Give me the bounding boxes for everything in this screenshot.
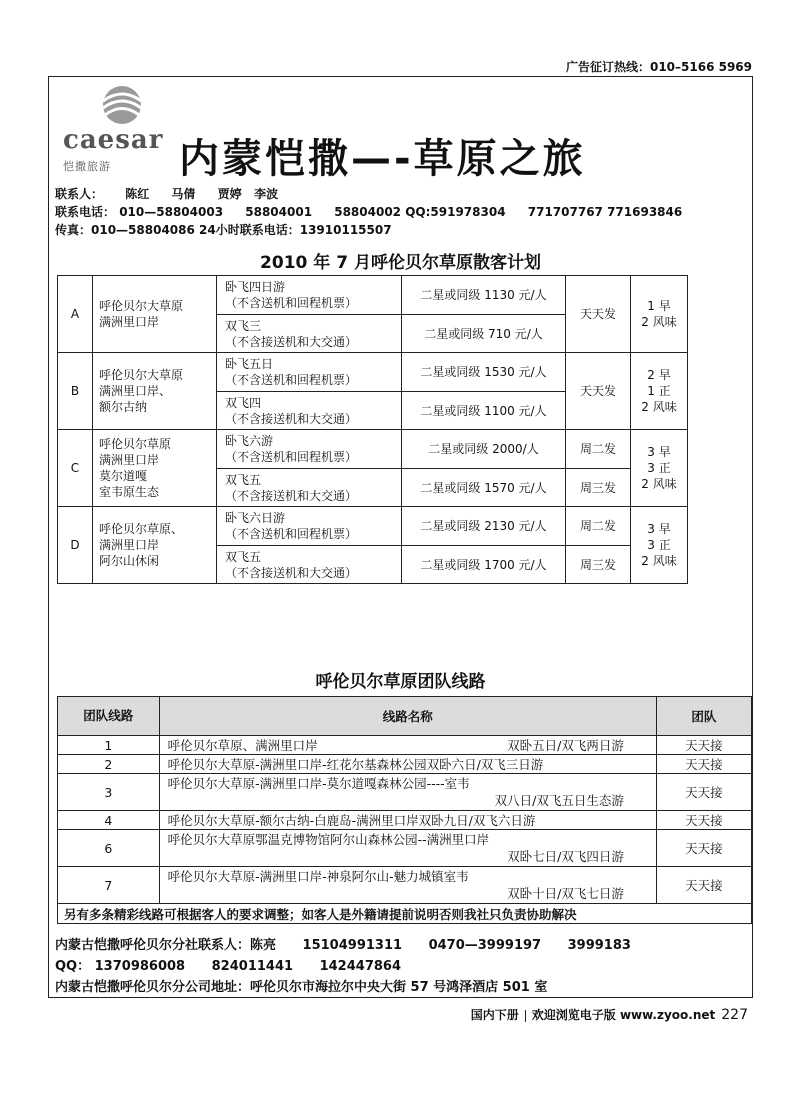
- group-route-table: [57, 696, 752, 924]
- route-name: [159, 867, 656, 904]
- branch-contact-row: [55, 935, 631, 956]
- contact-fax-row: 传真：010—58804086 24小时联系电话：13910115507: [55, 223, 392, 237]
- trip-option: [217, 546, 402, 584]
- price-cell: 二星或同级 2130 元/人: [402, 507, 566, 546]
- section-title-individual: 2010 年 7 月呼伦贝尔草原散客计划: [260, 253, 541, 273]
- route-no: 7: [58, 867, 160, 904]
- route-name: [159, 830, 656, 867]
- route-line: 阿尔山休闲: [99, 554, 160, 568]
- contact-phone: 58804002 QQ:591978304: [334, 205, 506, 219]
- people-label: 联系人：: [55, 187, 104, 201]
- contact-phones-row: [55, 203, 682, 221]
- page-footer: [471, 1006, 748, 1023]
- meal-line: 2 风味: [641, 315, 677, 329]
- meal-line: 3 正: [647, 461, 671, 475]
- table-row: [58, 811, 752, 830]
- route-name: 呼伦贝尔大草原-额尔古纳-白鹿岛-满洲里口岸双卧九日/双飞六日游: [159, 811, 656, 830]
- team-cell: 天天接: [656, 867, 751, 904]
- route-line: 额尔古纳: [99, 400, 148, 414]
- table-row: [58, 830, 752, 867]
- route-line: 满洲里口岸: [99, 453, 160, 467]
- trip-option: [217, 507, 402, 546]
- team-cell: 天天接: [656, 811, 751, 830]
- trip-name: 双飞五: [225, 549, 262, 564]
- route-line: 满洲里口岸: [99, 315, 160, 329]
- trip-name: 卧飞四日游: [225, 280, 286, 294]
- route-text: 呼伦贝尔大草原鄂温克博物馆阿尔山森林公园--满洲里口岸: [167, 832, 490, 847]
- table-header-row: [58, 697, 752, 736]
- trip-option: [217, 315, 402, 353]
- page-title: 内蒙恺撒—-草原之旅: [179, 136, 586, 182]
- meal-cell: [631, 507, 688, 584]
- team-cell: 天天接: [656, 755, 751, 774]
- route-name: [159, 736, 656, 755]
- price-cell: 二星或同级 2000/人: [402, 430, 566, 469]
- trip-note: （不含送机和回程机票）: [225, 296, 358, 310]
- contact-person: 陈红: [125, 187, 150, 201]
- route-text: 呼伦贝尔大草原-满洲里口岸-莫尔道嘎森林公园----室韦: [167, 776, 470, 791]
- branch-contact-block: [55, 935, 631, 998]
- route-duration: 双卧五日/双飞两日游: [507, 737, 624, 753]
- logo-wordmark: caesar: [63, 125, 164, 155]
- meal-line: 2 风味: [641, 554, 677, 568]
- depart-cell: 周三发: [566, 546, 631, 584]
- trip-option: [217, 353, 402, 392]
- route-text: 呼伦贝尔草原、满洲里口岸: [167, 737, 318, 753]
- footer-divider: [525, 1010, 526, 1022]
- plan-code: C: [58, 430, 93, 507]
- footer-website: 欢迎浏览电子版 www.zyoo.net: [531, 1008, 716, 1022]
- contact-phone: 771707767 771693846: [527, 205, 683, 219]
- meal-cell: [631, 430, 688, 507]
- trip-name: 卧飞六游: [225, 434, 274, 448]
- caesar-logo: [63, 81, 173, 173]
- col-header-team: 团队: [656, 697, 751, 736]
- trip-note: （不含送机和回程机票）: [225, 450, 358, 464]
- col-header-no: 团队线路: [58, 697, 160, 736]
- route-line: 满洲里口岸: [99, 538, 160, 552]
- route-line: 呼伦贝尔草原: [99, 437, 172, 451]
- route-name: [159, 774, 656, 811]
- meal-line: 3 早: [647, 445, 671, 459]
- plan-route: [93, 353, 217, 430]
- depart-cell: 周二发: [566, 507, 631, 546]
- trip-name: 双飞三: [225, 318, 262, 333]
- meal-line: 1 早: [647, 299, 671, 313]
- page-number: 227: [721, 1007, 748, 1023]
- price-cell: 二星或同级 1700 元/人: [402, 546, 566, 584]
- table-row: [58, 736, 752, 755]
- contact-phone: 010—58804003: [119, 205, 224, 219]
- trip-name: 双飞四: [225, 395, 262, 410]
- route-no: 2: [58, 755, 160, 774]
- contact-people-row: [55, 185, 682, 203]
- trip-option: [217, 276, 402, 315]
- route-name: 呼伦贝尔大草原-满洲里口岸-红花尔基森林公园双卧六日/双飞三日游: [159, 755, 656, 774]
- plan-code: D: [58, 507, 93, 584]
- phones-label: 联系电话：: [55, 205, 116, 219]
- trip-option: [217, 430, 402, 469]
- ad-hotline: 广告征订热线：010–5166 5969: [565, 60, 752, 74]
- route-line: 莫尔道嘎: [99, 469, 148, 483]
- depart-cell: 周三发: [566, 469, 631, 507]
- branch-qq-row: [55, 956, 631, 977]
- route-duration: 双卧七日/双飞四日游: [507, 849, 624, 864]
- price-cell: 二星或同级 710 元/人: [402, 315, 566, 353]
- meal-cell: [631, 276, 688, 353]
- route-line: 室韦原生态: [99, 485, 160, 499]
- contact-person: 马倩: [171, 187, 196, 201]
- plan-route: [93, 507, 217, 584]
- meal-line: 3 早: [647, 522, 671, 536]
- qq-number: 824011441: [211, 959, 294, 974]
- plan-route: [93, 276, 217, 353]
- table-row: [58, 507, 688, 546]
- trip-option: [217, 469, 402, 507]
- trip-name: 双飞五: [225, 472, 262, 487]
- footer-section: 国内下册: [470, 1008, 519, 1022]
- contact-person: 李波: [254, 187, 279, 201]
- trip-note: （不含接送机和大交通）: [225, 565, 358, 580]
- route-no: 6: [58, 830, 160, 867]
- plan-route: [93, 430, 217, 507]
- qq-number: 1370986008: [94, 959, 186, 974]
- meal-line: 1 正: [647, 384, 671, 398]
- route-line: 满洲里口岸、: [99, 384, 172, 398]
- table-row: [58, 755, 752, 774]
- qq-number: 142447864: [319, 959, 402, 974]
- branch-phone: 3999183: [567, 938, 631, 953]
- trip-note: （不含送机和回程机票）: [225, 373, 358, 387]
- route-duration: 双卧十日/双飞七日游: [507, 886, 624, 901]
- trip-option: [217, 392, 402, 430]
- route-line: 呼伦贝尔草原、: [99, 522, 184, 536]
- contact-block: [55, 185, 682, 239]
- col-header-name: 线路名称: [159, 697, 656, 736]
- individual-plan-table: [57, 275, 688, 584]
- route-line: 呼伦贝尔大草原: [99, 299, 184, 313]
- trip-note: （不含接送机和大交通）: [225, 488, 358, 503]
- table-row: [58, 276, 688, 315]
- depart-cell: 天天发: [566, 353, 631, 430]
- branch-address-row: 内蒙古恺撒呼伦贝尔分公司地址：呼伦贝尔市海拉尔中央大街 57 号鸿泽酒店 501 室: [55, 980, 548, 995]
- globe-swoosh-icon: [91, 81, 153, 125]
- table-row: [58, 867, 752, 904]
- price-cell: 二星或同级 1570 元/人: [402, 469, 566, 507]
- route-line: 呼伦贝尔大草原: [99, 368, 184, 382]
- route-no: 3: [58, 774, 160, 811]
- depart-cell: 周二发: [566, 430, 631, 469]
- plan-code: B: [58, 353, 93, 430]
- trip-name: 卧飞五日: [225, 357, 274, 371]
- team-cell: 天天接: [656, 736, 751, 755]
- trip-note: （不含送机和回程机票）: [225, 527, 358, 541]
- table-row: [58, 353, 688, 392]
- price-cell: 二星或同级 1130 元/人: [402, 276, 566, 315]
- route-duration: 双八日/双飞五日生态游: [494, 793, 624, 808]
- table-row: [58, 430, 688, 469]
- contact-phone: 58804001: [245, 205, 313, 219]
- branch-contact-label: 内蒙古恺撒呼伦贝尔分社联系人：陈亮: [55, 938, 277, 953]
- meal-cell: [631, 353, 688, 430]
- route-line: [168, 737, 648, 754]
- plan-code: A: [58, 276, 93, 353]
- trip-note: （不含接送机和大交通）: [225, 334, 358, 349]
- branch-phone: 15104991311: [302, 938, 403, 953]
- meal-line: 2 风味: [641, 477, 677, 491]
- route-no: 1: [58, 736, 160, 755]
- table-note-row: [58, 904, 752, 924]
- qq-label: QQ：: [55, 959, 91, 974]
- meal-line: 3 正: [647, 538, 671, 552]
- trip-note: （不含接送机和大交通）: [225, 411, 358, 426]
- price-cell: 二星或同级 1530 元/人: [402, 353, 566, 392]
- team-cell: 天天接: [656, 774, 751, 811]
- trip-name: 卧飞六日游: [225, 511, 286, 525]
- route-text: 呼伦贝尔大草原-满洲里口岸-神泉阿尔山-魅力城镇室韦: [167, 869, 469, 884]
- team-cell: 天天接: [656, 830, 751, 867]
- table-row: [58, 774, 752, 811]
- branch-phone: 0470—3999197: [428, 938, 542, 953]
- group-note: 另有多条精彩线路可根据客人的要求调整；如客人是外籍请提前说明否则我社只负责协助解决: [58, 904, 752, 924]
- meal-line: 2 风味: [641, 400, 677, 414]
- meal-line: 2 早: [647, 368, 671, 382]
- route-no: 4: [58, 811, 160, 830]
- logo-subtitle: 恺撒旅游: [63, 160, 111, 173]
- section-title-group: 呼伦贝尔草原团队线路: [315, 672, 486, 692]
- ad-frame: [48, 76, 753, 998]
- depart-cell: 天天发: [566, 276, 631, 353]
- contact-person: 贾婷: [217, 187, 242, 201]
- price-cell: 二星或同级 1100 元/人: [402, 392, 566, 430]
